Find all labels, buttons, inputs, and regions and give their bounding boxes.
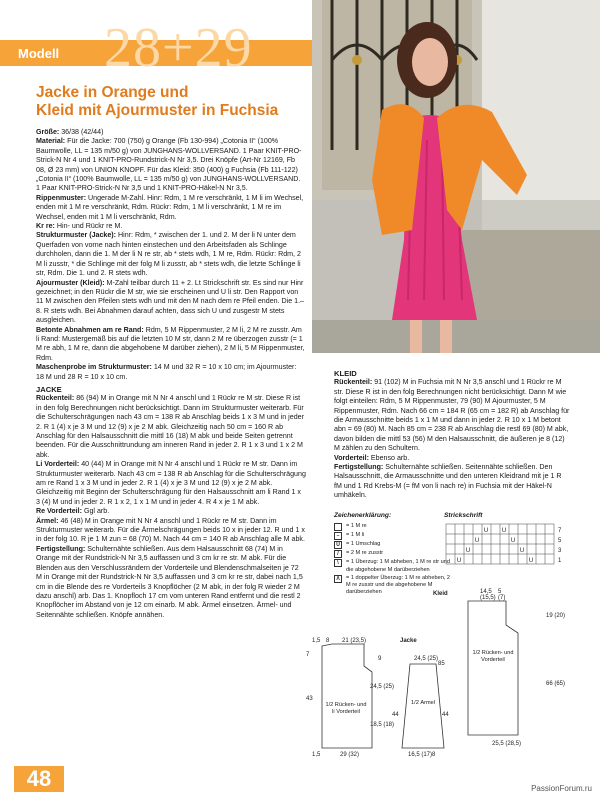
dress-schematic-title: Kleid: [433, 591, 448, 597]
dress-dim: 14,5: [480, 589, 492, 595]
svg-text:U: U: [465, 548, 471, 554]
dress-finishing-label: Fertigstellung:: [334, 463, 384, 472]
legend-text: = 2 M re zusstr: [346, 550, 384, 557]
svg-text:U: U: [483, 528, 489, 534]
dress-front-paragraph: [334, 454, 570, 463]
rib-paragraph: [36, 194, 306, 222]
dress-dim: 25,5 (28,5): [492, 741, 522, 747]
jacket-back-dim: 24,5 (25): [370, 684, 395, 690]
chart-row-label: 5: [558, 538, 562, 544]
dress-dim: 66 (65): [546, 681, 566, 687]
page-title: [36, 84, 306, 120]
decrease-paragraph: [36, 326, 306, 364]
chart-row-label: 3: [558, 548, 562, 554]
left-front-text: 40 (44) M in Orange mit N Nr 4 anschl und 1 Rückr re M str. Dann im Strukturmuster weiterarb. Nach 43 cm = 138 R ab Anschlag für die Schulterschrägung am re Rand 1 x 3 M und in jeder 2. R 1 (4) x je 3 M und 12 (9) x je 2 M abk. Gleichzeitig mit Beginn der Schulterschrägung für den Halsausschnitt am li Rand 1 x 3 (4) M und in jeder 2. R 1 x 2, 1 x 1 M und in jeder 4. R 4 x je 1 M abk.: [36, 460, 306, 506]
structure-text: Hinr: Rdm, * zwischen der 1. und 2. M der li N unter dem Querfaden von vorne nach hinten einstechen und den Arbeitsfaden als Schlinge durchholen, dann die 1. M der li N re str, ab * stets wdh, 1 M re, Rdm. Rückr: Rdm, 2 M li zusstr, * die Schlinge mit der folg M li zusstr, ab * stets wdh, die letzte Schlinge li str, Rdm. Die 1. und 2. R stets wdh.: [36, 231, 301, 278]
dress-front-text: Ebenso arb.: [368, 453, 410, 462]
model-photo: [312, 0, 600, 353]
size-label: Größe:: [36, 128, 60, 136]
dress-dim: 85: [438, 661, 445, 667]
rib-label: Rippenmuster:: [36, 193, 87, 202]
jacket-back-text: 86 (94) M in Orange mit N Nr 4 anschl und 1 Rückr re M str. Diese R ist in den folg Berechnungen nicht berücksichtigt. Dann im Strukturmuster weiterarb. Für die Schulterschrägungen nach 43 cm = 138 R ab Anschlag beids 1 x 3 M und in jeder 2. R 1 (4) x je 3 M und 12 (9) x je 2 M abk. Gleichzeitig nach 50 cm = 160 R ab Anschlag für den Halsausschnitt die mittl 16 (18) M abk und beide Seiten getrennt beenden. Für die Ausschnittrundung am inneren Rand in jeder 2. R 1 x 3 und 1 x 2 M abk.: [36, 394, 304, 459]
sleeve-dim: 44: [392, 712, 399, 718]
structure-label: Strukturmuster (Jacke):: [36, 231, 117, 240]
material-text: Für die Jacke: 700 (750) g Orange (Fb 130-994) „Cotonia II“ (100% Baumwolle, LL = 135 m/50 g) von JUNGHANS-WOLLVERSAND. 1 Paar KNIT-PRO-Strick-N Nr 4 und 1 KNIT-PRO-Rundstrick-N Nr 3,5. Drei Knöpfe (Art-Nr 12169, Fb 08, Ø 23 mm) von UNION KNOPF. Für das Kleid: 350 (400) g Fuchsia (Fb 111-122) „Cotonia II“ (100% Baumwolle, LL = 135 m/50 g) von JUNGHANS-WOLLVERSAND. 1 Paar KNIT-PRO-Strick-N Nr 3,5 und 1 KNIT-PRO-Häkel-N Nr 3,5.: [36, 137, 302, 193]
dress-finishing-paragraph: [334, 463, 570, 501]
sleeve-dim: 16,5 (17): [408, 752, 433, 758]
jacket-schematics: [306, 630, 586, 760]
knitting-chart-grid: [444, 522, 572, 568]
jacket-back-dim: 18,5 (18): [370, 722, 395, 728]
svg-text:U: U: [519, 548, 525, 554]
dress-dim: (7): [498, 595, 506, 601]
legend-item: [334, 559, 454, 574]
knitting-chart: [444, 512, 574, 573]
ajour-paragraph: [36, 279, 306, 326]
dress-dim: 5: [498, 589, 502, 595]
legend-item: [334, 541, 454, 549]
legend-item: [334, 550, 454, 558]
left-front-paragraph: [36, 460, 306, 507]
title-line-1: Jacke in Orange und: [36, 84, 189, 101]
page-number: 48: [14, 766, 64, 792]
legend-symbol: \: [334, 559, 342, 567]
dress-body-label: 1/2 Rücken- und Vorderteil: [472, 650, 514, 663]
rib-text: Ungerade M-Zahl. Hinr: Rdm, 1 M re verschränkt, 1 M li im Wechsel, enden mit 1 M re verschränkt, Rdm. Rückr: Rdm, 1 M li verschränkt, 1 M re im Wechsel, enden mit 1 M li verschränkt, Rdm.: [36, 193, 304, 221]
legend-text: = 1 M re: [346, 523, 367, 530]
jacket-heading: JACKE: [36, 384, 62, 394]
legend-symbol: Λ: [334, 575, 342, 583]
svg-text:U: U: [510, 538, 516, 544]
jacket-back-paragraph: [36, 394, 306, 460]
right-front-label: Re Vorderteil:: [36, 507, 82, 516]
jacket-back-dim: 9: [378, 656, 382, 662]
sleeve-label: Ärmel:: [36, 516, 59, 525]
decrease-label: Betonte Abnahmen am re Rand:: [36, 325, 144, 334]
gauge-text: 14 M und 32 R = 10 x 10 cm; im Ajourmuster: 18 M und 28 R = 10 x 10 cm.: [36, 363, 297, 381]
svg-text:U: U: [474, 538, 480, 544]
legend-item: [334, 532, 454, 540]
structure-paragraph: [36, 231, 306, 278]
garter-label: Kr re:: [36, 222, 55, 231]
legend-text: = 1 Überzug: 1 M abheben, 1 M re str und die abgehobene M darüberziehen: [346, 559, 451, 573]
right-front-paragraph: [36, 507, 306, 516]
gauge-label: Maschenprobe im Strukturmuster:: [36, 363, 152, 372]
size-text: 36/38 (42/44): [59, 128, 104, 136]
legend-symbol: [334, 523, 342, 531]
legend-symbol: /: [334, 550, 342, 558]
material-label: Material:: [36, 137, 66, 146]
model-label: Modell: [18, 46, 60, 61]
knitting-chart-title: Strickschrift: [444, 512, 483, 519]
jacket-back-dim: 21 (23,5): [342, 638, 367, 644]
legend-text: = 1 Umschlag: [346, 541, 381, 548]
jacket-back-dim: 7: [306, 652, 310, 658]
garter-text: Hin- und Rückr re M.: [54, 222, 123, 231]
jacket-back-dim: 29 (32): [340, 752, 360, 758]
ajour-text: M-Zahl teilbar durch 11 + 2. Lt Strickschrift str. Es sind nur Hinr gezeichnet; in den Rückr die M str, wie sie erscheinen und U li str. Den Rapport von 11 M zwischen den Pfeilen stets wdh und mit den M nach dem re Pfeil enden. Die 1.–8. R stets wdh. Bei Abnahmen darauf achten, dass sich U und zusgestr M stets ausgleichen.: [36, 278, 304, 325]
sleeve-dim: 8: [432, 752, 436, 758]
gauge-paragraph: [36, 363, 306, 382]
right-front-text: Ggl arb.: [82, 507, 110, 516]
chart-row-label: 1: [558, 558, 562, 564]
sleeve-body-label: 1/2 Ärmel: [411, 700, 435, 706]
dress-back-label: Rückenteil:: [334, 378, 373, 387]
dress-finishing-text: Schulternähte schließen. Seitennähte schließen. Den Halsausschnitt, die Armausschnitte und den unteren Kleidrand mit je 1 R fM und 1 Rd Krebs-M (= fM von li nach re) in Fuchsia mit der Häkel-N umhäkeln.: [334, 463, 562, 500]
garter-paragraph: [36, 222, 306, 231]
legend-item: [334, 523, 454, 531]
legend-text: = 1 doppelter Überzug: 1 M re abheben, 2 M re zusstr und die abgehobene M darüberziehen: [346, 574, 451, 596]
jacket-sleeve-title: Jacke: [400, 638, 417, 644]
decrease-text: Rdm, 5 M Rippenmuster, 2 M li, 2 M re zusstr. Am li Rand: Mustergemäß bis auf die letzten 10 M str, dann 2 M re überzogen zusstr (= 1 M re abh, 1 M re, dann die abgehobene M darüber ziehen), 2 M li, 5 M Rippenmuster, Rdm.: [36, 325, 305, 362]
dress-heading: KLEID: [334, 369, 357, 378]
model-numbers: 28+29: [104, 17, 253, 79]
jacket-finishing-text: Schulternähte schließen. Aus dem Halsausschnitt 68 (74) M in Orange mit der Rundstrick-N Nr 3,5 auffassen und 3 cm kr re str. M abk. Für die Blenden aus den Verschlussrändern der Vorderteile und Blendenschmalseiten je 72 M in Orange mit der Rundstrick-N Nr 3,5 auffassen und 3 cm kr re str, dabei nach 1,5 cm in die Blende des re Vorderteils 3 Knopflöcher (2 M abk, in der folg R wieder 2 M dazu anschl) arb. Das 1. Knopfloch 17 cm vom unteren Rand entfernt und die restl 2 Knopflöcher im Abstand von je 12 cm einarb. M abk. Ärmel einsetzen. Ärmel- und Seitennähte schließen. Knöpfe annähen.: [36, 544, 303, 619]
instructions-left-column: [36, 128, 306, 620]
svg-text:U: U: [501, 528, 507, 534]
jacket-back-dim: 1,5: [312, 752, 321, 758]
dress-dim: 19 (20): [546, 613, 566, 619]
jacket-back-dim: 1,5: [312, 638, 321, 644]
legend-title: Zeichenerklärung:: [334, 512, 392, 519]
dress-back-text: 91 (102) M in Fuchsia mit N Nr 3,5 anschl und 1 Rückr re M str. Diese R ist in den folg Berechnungen nicht berücksichtigt. Dann M wie folgt einteilen: Rdm, 5 M Rippenmuster, 79 (90) M Ajourmuster, 5 M Rippenmuster, Rdm. Nach 66 cm = 184 R (65 cm = 182 R) ab Anschlag für die Armausschnitte beids 1 x 1 M und dann in jeder 2. R 10 x 1 M betont abn = 69 (80) M. Nach 85 cm = 238 R ab Anschlag die restl 69 (80) M abk, davon bilden die mittl 53 (56) M den Halsausschnitt, die äußeren je 8 (12) M zählen zu den Schultern.: [334, 378, 570, 453]
sleeve-dim: 44: [442, 712, 449, 718]
jacket-back-label: Rückenteil:: [36, 394, 75, 403]
material-paragraph: [36, 137, 306, 193]
chart-row-label: 7: [558, 528, 562, 534]
sleeve-text: 46 (48) M in Orange mit N Nr 4 anschl und 1 Rückr re M str. Dann im Strukturmuster weiterarb. Für die Ärmelschrägungen beids 10 x in jeder 12. R und 1 x in der folg 10. R je 1 M zun = 68 (70) M. Nach 44 cm = 140 R ab Anschlag alle M abk.: [36, 516, 305, 544]
svg-text:U: U: [528, 558, 534, 564]
site-watermark: PassionForum.ru: [531, 784, 592, 793]
jacket-finishing-label: Fertigstellung:: [36, 544, 86, 553]
photo-illustration: [312, 0, 600, 353]
jacket-back-dim: 43: [306, 696, 313, 702]
instructions-right-column: [334, 366, 570, 501]
title-line-2: Kleid mit Ajourmuster in Fuchsia: [36, 102, 279, 119]
sleeve-paragraph: [36, 517, 306, 545]
svg-text:U: U: [456, 558, 462, 564]
dress-back-paragraph: [334, 378, 570, 453]
legend-text: = 1 M li: [346, 532, 365, 539]
jacket-back-dim: 8: [326, 638, 330, 644]
ajour-label: Ajourmuster (Kleid):: [36, 278, 105, 287]
sleeve-dim: 24,5 (25): [414, 656, 439, 662]
jacket-back-body-label: 1/2 Rücken- und li Vorderteil: [325, 702, 367, 715]
dress-dim: (15,5): [480, 595, 496, 601]
size-paragraph: [36, 128, 306, 137]
legend-symbol: –: [334, 532, 342, 540]
legend-symbol: U: [334, 541, 342, 549]
dress-front-label: Vorderteil:: [334, 453, 369, 462]
left-front-label: Li Vorderteil:: [36, 460, 80, 469]
jacket-finishing-paragraph: [36, 545, 306, 620]
